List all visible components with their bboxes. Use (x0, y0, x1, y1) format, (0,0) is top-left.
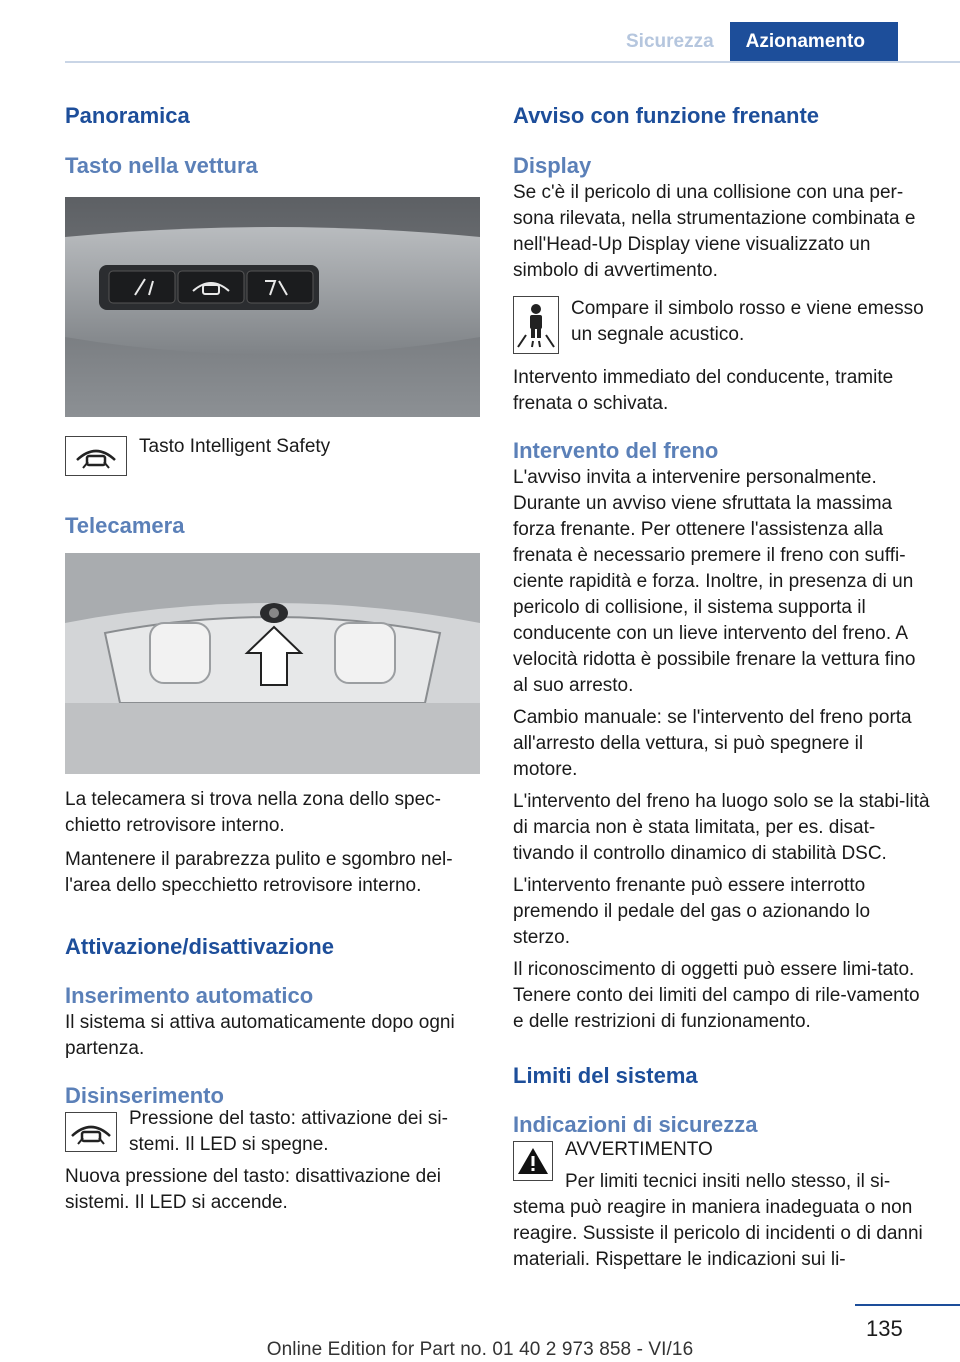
warning-title: AVVERTIMENTO (565, 1139, 713, 1160)
heading-disinserimento: Disinserimento (65, 1083, 224, 1108)
camera-photo (65, 553, 480, 774)
heading-inserimento: Inserimento automatico (65, 983, 314, 1008)
heading-avviso: Avviso con funzione frenante (513, 103, 820, 128)
warning-text: Per limiti tecnici insiti nello stesso, il si-stema può reagire in maniera inadeguata o non reagire. Sussiste il pericolo di incidenti o di danni materiali. Rispettare le indicazioni sui li- (513, 1171, 923, 1270)
inserimento-text: Il sistema si attiva automaticamente dopo ogni partenza. (65, 1012, 455, 1059)
button-panel-image (65, 197, 480, 417)
disinserimento-row (65, 1108, 483, 1158)
left-column (65, 98, 483, 1216)
intelligent-safety-button-icon-2 (65, 1112, 117, 1152)
footer-edition: Online Edition for Part no. 01 40 2 973 858 - VI/16 (266, 1339, 694, 1360)
freno-text-1: L'avviso invita a intervenire personalmente. Durante un avviso viene sfruttata la massima forza frenante. Per ottenere l'assistenza alla frenata è necessario premere il freno con suffi-ciente rapidità e forza. Inoltre, in presenza di un pericolo di collisione, il sistema supporta il conducente con un lieve intervento del freno. A velocità ridotta è possibile frenare la vettura fino al suo arresto. (513, 467, 916, 696)
pedestrian-warning-icon (513, 296, 559, 354)
freno-text-4: L'intervento frenante può essere interrotto premendo il pedale del gas o azionando lo sterzo. (513, 875, 871, 948)
heading-telecamera: Telecamera (65, 513, 185, 538)
header-tabs (612, 22, 898, 62)
telecamera-text-2: Mantenere il parabrezza pulito e sgombro nel-l'area dello specchietto retrovisore interno. (65, 849, 453, 896)
section-tab[interactable]: Sicurezza (626, 31, 714, 52)
pedestrian-warning-row (513, 296, 931, 354)
telecamera-text-1: La telecamera si trova nella zona dello spec-chietto retrovisore interno. (65, 789, 441, 836)
heading-tasto: Tasto nella vettura (65, 153, 258, 178)
chapter-tab[interactable]: Azionamento (730, 22, 898, 62)
freno-text-2: Cambio manuale: se l'intervento del freno porta all'arresto della vettura, si può spegnere il motore. (513, 707, 912, 780)
heading-display: Display (513, 153, 592, 178)
disinserimento-text-2: Nuova pressione del tasto: disattivazione dei sistemi. Il LED si accende. (65, 1166, 442, 1213)
heading-sicurezza: Indicazioni di sicurezza (513, 1112, 758, 1137)
button-photo (65, 197, 480, 417)
heading-limiti: Limiti del sistema (513, 1063, 698, 1088)
heading-freno: Intervento del freno (513, 438, 719, 463)
freno-text-5: Il riconoscimento di oggetti può essere limi-tato. Tenere conto dei limiti del campo di rile-vamento e delle restrizioni di funzionamento. (513, 959, 920, 1032)
header-rule (65, 61, 960, 63)
display-text: Se c'è il pericolo di una collisione con una per-sona rilevata, nella strumentazione combinata e nell'Head-Up Display viene visualizzato un simbolo di avvertimento. (513, 182, 916, 281)
tasto-caption: Tasto Intelligent Safety (139, 436, 331, 457)
footer-rule (855, 1304, 960, 1306)
intervento-immediato-text: Intervento immediato del conducente, tramite frenata o schivata. (513, 367, 894, 414)
warning-triangle-icon (513, 1141, 553, 1181)
heading-panoramica: Panoramica (65, 103, 190, 128)
symbol-text: Compare il simbolo rosso e viene emesso un segnale acustico. (571, 298, 924, 345)
tasto-caption-row (65, 436, 483, 476)
disinserimento-text-1: Pressione del tasto: attivazione dei si-stemi. Il LED si spegne. (129, 1108, 448, 1155)
freno-text-3: L'intervento del freno ha luogo solo se la stabi-lità di marcia non è stata limitata, per es. disat-tivando il controllo dinamico di stabilità DSC. (513, 791, 930, 864)
right-column (513, 98, 931, 1273)
heading-attivazione: Attivazione/disattivazione (65, 934, 334, 959)
intelligent-safety-button-icon (65, 436, 127, 476)
page-number: 135 (866, 1316, 903, 1341)
windshield-camera-image (65, 553, 480, 774)
